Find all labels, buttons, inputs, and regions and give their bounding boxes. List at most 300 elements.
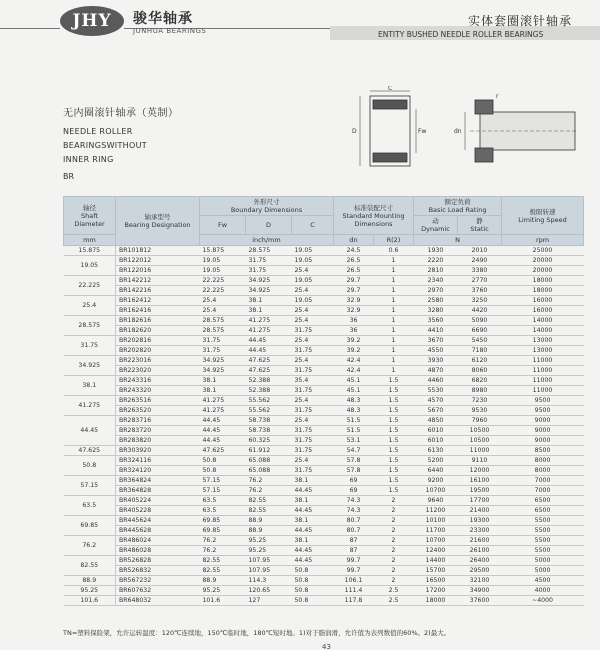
fw-cell: 69.85 [200,526,246,536]
fw-cell: 95.25 [200,586,246,596]
dn-cell: 87 [334,536,374,546]
c-cell: 38.1 [292,536,334,546]
c-cell: 44.45 [292,506,334,516]
c-cell: 25.4 [292,306,334,316]
dynamic-load-cell: 3280 [414,306,458,316]
d-cell: 58.738 [246,426,292,436]
table-row [64,536,584,546]
table-row [64,246,584,256]
c-cell: 25.4 [292,336,334,346]
dynamic-load-cell: 6010 [414,426,458,436]
r-cell: 2 [374,546,414,556]
dn-cell: 48.3 [334,406,374,416]
dynamic-header-cn: 动 [432,217,439,225]
fw-cell: 76.2 [200,546,246,556]
designation-cell: BR223020 [116,366,200,376]
static-load-cell: 3250 [458,296,502,306]
fw-cell: 47.625 [200,446,246,456]
table-row [64,386,584,396]
static-load-cell: 10500 [458,426,502,436]
designation-cell: BR405224 [116,496,200,506]
c-cell: 31.75 [292,406,334,416]
d-cell: 76.2 [246,486,292,496]
static-load-cell: 17700 [458,496,502,506]
limiting-speed-cell: 7000 [502,486,584,496]
product-title-line-1: NEEDLE ROLLER [63,127,133,136]
designation-cell: BR122012 [116,256,200,266]
shaft-diameter-cell: 50.8 [64,456,116,476]
fw-cell: 63.5 [200,506,246,516]
shaft-diameter-cell: 34.925 [64,356,116,376]
c-cell: 25.4 [292,356,334,366]
r-cell: 2 [374,516,414,526]
static-load-cell: 37600 [458,596,502,606]
r-cell: 1 [374,356,414,366]
col-dynamic-header [414,216,458,235]
d-cell: 76.2 [246,476,292,486]
shaft-diameter-cell: 47.625 [64,446,116,456]
c-cell: 19.05 [292,296,334,306]
upper-mount-section [475,100,493,114]
c-cell: 38.1 [292,516,334,526]
d-cell: 95.25 [246,546,292,556]
limiting-speed-cell: 7000 [502,476,584,486]
designation-cell: BR182620 [116,326,200,336]
table-row [64,416,584,426]
fw-cell: 44.45 [200,426,246,436]
lower-roller-section [373,153,407,162]
dynamic-load-cell: 4410 [414,326,458,336]
static-load-cell: 7180 [458,346,502,356]
bearing-technical-drawing [330,86,580,176]
static-load-cell: 5090 [458,316,502,326]
d-cell: 34.925 [246,286,292,296]
d-cell: 41.275 [246,316,292,326]
limiting-speed-cell: 14000 [502,316,584,326]
dn-cell: 29.7 [334,286,374,296]
d-cell: 31.75 [246,256,292,266]
dynamic-load-cell: 9200 [414,476,458,486]
table-row [64,596,584,606]
mounting-view [465,100,578,162]
dynamic-load-cell: 4570 [414,396,458,406]
r-cell: 1.5 [374,456,414,466]
limiting-speed-cell: 5500 [502,526,584,536]
fw-cell: 34.925 [200,356,246,366]
fw-cell: 101.6 [200,596,246,606]
c-cell: 31.75 [292,446,334,456]
dn-cell: 111.4 [334,586,374,596]
designation-cell: BR526832 [116,566,200,576]
limiting-speed-cell: 16000 [502,306,584,316]
static-load-cell: 16100 [458,476,502,486]
d-cell: 31.75 [246,266,292,276]
dynamic-load-cell: 12400 [414,546,458,556]
dn-cell: 74.3 [334,496,374,506]
designation-cell: BR122016 [116,266,200,276]
dynamic-load-cell: 15700 [414,566,458,576]
limiting-speed-cell: 13000 [502,346,584,356]
bearing-spec-table [63,196,584,606]
r-cell: 1 [374,286,414,296]
designation-cell: BR445624 [116,516,200,526]
limiting-speed-cell: 11000 [502,386,584,396]
c-cell: 38.1 [292,496,334,506]
upper-roller-section [373,100,407,109]
designation-cell: BR486024 [116,536,200,546]
dynamic-header-en: Dynamic [421,225,450,233]
limiting-speed-cell: 9500 [502,406,584,416]
limiting-speed-cell: 6500 [502,496,584,506]
limiting-speed-cell: 11000 [502,366,584,376]
table-row [64,406,584,416]
fw-cell: 28.575 [200,316,246,326]
dn-cell: 39.2 [334,336,374,346]
spec-table-body [64,246,584,606]
c-cell: 31.75 [292,386,334,396]
designation-cell: BR243316 [116,376,200,386]
c-cell: 31.75 [292,346,334,356]
static-load-cell: 5450 [458,336,502,346]
dynamic-load-cell: 17200 [414,586,458,596]
d-cell: 52.388 [246,386,292,396]
r-cell: 1 [374,296,414,306]
dn-cell: 117.8 [334,596,374,606]
d-cell: 61.912 [246,446,292,456]
designation-cell: BR405228 [116,506,200,516]
designation-cell: BR243320 [116,386,200,396]
dynamic-load-cell: 4850 [414,416,458,426]
limiting-speed-cell: 20000 [502,266,584,276]
dynamic-load-cell: 16500 [414,576,458,586]
r-cell: 1 [374,306,414,316]
table-row [64,586,584,596]
col-fw-header: Fw [200,216,246,235]
table-row [64,326,584,336]
load-header-cn: 额定负荷 [444,198,471,206]
fw-cell: 31.75 [200,336,246,346]
dynamic-load-cell: 3560 [414,316,458,326]
d-cell: 34.925 [246,276,292,286]
limiting-speed-cell: 8000 [502,466,584,476]
static-load-cell: 3380 [458,266,502,276]
d-cell: 114.3 [246,576,292,586]
static-load-cell: 4420 [458,306,502,316]
dn-cell: 51.5 [334,426,374,436]
speed-header-en: Limiting Speed [518,215,567,224]
c-cell: 25.4 [292,286,334,296]
d-cell: 60.325 [246,436,292,446]
dn-cell: 32.9 [334,306,374,316]
d-cell: 55.562 [246,406,292,416]
table-row [64,256,584,266]
r-cell: 1 [374,366,414,376]
dn-cell: 42.4 [334,366,374,376]
designation-cell: BR283716 [116,416,200,426]
c-cell: 50.8 [292,566,334,576]
designation-cell: BR445628 [116,526,200,536]
limiting-speed-cell: 9500 [502,396,584,406]
fw-cell: 44.45 [200,436,246,446]
dn-cell: 26.5 [334,256,374,266]
fw-cell: 88.9 [200,576,246,586]
d-cell: 107.95 [246,556,292,566]
d-cell: 47.625 [246,366,292,376]
shaft-diameter-cell: 69.85 [64,516,116,536]
c-cell: 19.05 [292,276,334,286]
r-cell: 1.5 [374,406,414,416]
shaft-diameter-cell: 88.9 [64,576,116,586]
d-cell: 55.562 [246,396,292,406]
designation-cell: BR283720 [116,426,200,436]
dn-cell: 48.3 [334,396,374,406]
static-load-cell: 34900 [458,586,502,596]
r-cell: 1.5 [374,486,414,496]
d-cell: 65.088 [246,466,292,476]
table-row [64,456,584,466]
d-cell: 44.45 [246,336,292,346]
designation-cell: BR162416 [116,306,200,316]
load-header-en: Basic Load Rating [428,206,487,214]
brand-name-cn: 骏华轴承 [133,11,193,27]
section-title-en: ENTITY BUSHED NEEDLE ROLLER BEARINGS [378,30,544,39]
limiting-speed-cell: 11000 [502,356,584,366]
c-cell: 35.4 [292,376,334,386]
designation-cell: BR324116 [116,456,200,466]
table-row [64,486,584,496]
c-cell: 31.75 [292,366,334,376]
static-load-cell: 8980 [458,386,502,396]
dynamic-load-cell: 18000 [414,596,458,606]
dynamic-load-cell: 5530 [414,386,458,396]
dynamic-load-cell: 5200 [414,456,458,466]
lower-mount-section [475,148,493,162]
table-row [64,466,584,476]
dn-cell: 29.7 [334,276,374,286]
r-cell: 1 [374,256,414,266]
static-load-cell: 2770 [458,276,502,286]
table-row [64,366,584,376]
dn-cell: 54.7 [334,446,374,456]
limiting-speed-cell: 18000 [502,276,584,286]
fw-cell: 57.15 [200,486,246,496]
d-cell: 95.25 [246,536,292,546]
mounting-header-en-1: Standard Mounting [342,211,405,220]
r-cell: 2 [374,566,414,576]
fw-cell: 63.5 [200,496,246,506]
fw-cell: 57.15 [200,476,246,486]
table-row [64,436,584,446]
header-rule-left [0,28,60,29]
mounting-header-cn: 标准装配尺寸 [354,203,393,212]
series-code: BR [63,172,75,181]
c-cell: 44.45 [292,556,334,566]
table-footnote: TN=塑料保险架，允许运转温度：120℃连续地，150℃临时地，180℃短时地。1)对于脂润滑，允许值为表列数值的60%。2)最大。 [63,629,451,637]
designation-cell: BR324120 [116,466,200,476]
fw-cell: 41.275 [200,396,246,406]
limiting-speed-cell: 9000 [502,426,584,436]
limiting-speed-cell: 4500 [502,576,584,586]
shaft-diameter-cell: 31.75 [64,336,116,356]
r-cell: 2 [374,506,414,516]
r-cell: 2 [374,526,414,536]
limiting-speed-cell: 6500 [502,506,584,516]
c-cell: 25.4 [292,396,334,406]
dn-cell: 99.7 [334,566,374,576]
r-cell: 1.5 [374,426,414,436]
brand-name-en: JUNHUA BEARINGS [133,27,207,35]
speed-unit: rpm [502,235,584,246]
r-cell: 2 [374,496,414,506]
r-cell: 1.5 [374,386,414,396]
table-row [64,526,584,536]
designation-cell: BR567232 [116,576,200,586]
limiting-speed-cell: 4000 [502,586,584,596]
dynamic-load-cell: 11200 [414,506,458,516]
designation-cell: BR223016 [116,356,200,366]
d-cell: 38.1 [246,306,292,316]
r-cell: 1 [374,316,414,326]
r-cell: 1 [374,276,414,286]
static-load-cell: 26400 [458,556,502,566]
table-row [64,266,584,276]
product-title-line-2: BEARINGSWITHOUT [63,141,147,150]
fw-cell: 82.55 [200,556,246,566]
shaft-diameter-cell: 63.5 [64,496,116,516]
table-row [64,286,584,296]
table-row [64,516,584,526]
table-row [64,556,584,566]
fw-cell: 19.05 [200,256,246,266]
designation-cell: BR263520 [116,406,200,416]
table-row [64,546,584,556]
limiting-speed-cell: 5500 [502,516,584,526]
dn-cell: 74.3 [334,506,374,516]
designation-cell: BR648032 [116,596,200,606]
dynamic-load-cell: 4460 [414,376,458,386]
boundary-header-en: Boundary Dimensions [230,206,303,214]
c-cell: 25.4 [292,266,334,276]
limiting-speed-cell: 25000 [502,246,584,256]
page-header [0,0,600,44]
limiting-speed-cell: 11000 [502,376,584,386]
table-row [64,476,584,486]
d-cell: 65.088 [246,456,292,466]
table-row [64,316,584,326]
shaft-diameter-cell: 95.25 [64,586,116,596]
dynamic-load-cell: 5670 [414,406,458,416]
d-cell: 52.388 [246,376,292,386]
dn-cell: 69 [334,476,374,486]
d-cell: 38.1 [246,296,292,306]
limiting-speed-cell: 5500 [502,546,584,556]
col-load-header [414,197,502,216]
dynamic-load-cell: 2220 [414,256,458,266]
fw-cell: 15.875 [200,246,246,256]
r-cell: 1 [374,336,414,346]
r-cell: 2 [374,576,414,586]
dynamic-load-cell: 10700 [414,486,458,496]
static-load-cell: 9530 [458,406,502,416]
shaft-diameter-cell: 82.55 [64,556,116,576]
c-cell: 31.75 [292,326,334,336]
c-cell: 25.4 [292,316,334,326]
static-load-cell: 6120 [458,356,502,366]
fw-cell: 50.8 [200,456,246,466]
static-load-cell: 12000 [458,466,502,476]
dynamic-load-cell: 2970 [414,286,458,296]
shaft-diameter-cell: 19.05 [64,256,116,276]
shaft-diameter-cell: 22.225 [64,276,116,296]
r-cell: 1 [374,266,414,276]
label-dn: dn [454,128,462,135]
static-load-cell: 23300 [458,526,502,536]
designation-cell: BR364824 [116,476,200,486]
limiting-speed-cell: 8500 [502,446,584,456]
c-cell: 44.45 [292,486,334,496]
shaft-diameter-cell: 25.4 [64,296,116,316]
static-load-cell: 19300 [458,516,502,526]
limiting-speed-cell: 13000 [502,336,584,346]
c-cell: 50.8 [292,576,334,586]
static-header-en: Static [470,225,489,233]
designation-cell: BR142212 [116,276,200,286]
designation-cell: BR283820 [116,436,200,446]
d-cell: 88.9 [246,516,292,526]
static-header-cn: 静 [476,217,483,225]
shaft-header-en-2: Diameter [74,219,105,228]
static-load-cell: 7960 [458,416,502,426]
dn-cell: 39.2 [334,346,374,356]
product-title-cn: 无内圈滚针轴承（英制） [63,108,179,119]
static-load-cell: 29500 [458,566,502,576]
r-cell: 1.5 [374,476,414,486]
fw-cell: 38.1 [200,386,246,396]
limiting-speed-cell: ~4000 [502,596,584,606]
dn-cell: 26.5 [334,266,374,276]
shaft-diameter-cell: 38.1 [64,376,116,396]
dn-cell: 99.7 [334,556,374,566]
table-row [64,306,584,316]
table-row [64,446,584,456]
dn-cell: 80.7 [334,516,374,526]
shaft-header-en-1: Shaft [81,211,98,220]
col-mounting-header [334,197,414,235]
d-cell: 44.45 [246,346,292,356]
limiting-speed-cell: 14000 [502,326,584,336]
static-load-cell: 2010 [458,246,502,256]
dn-cell: 36 [334,316,374,326]
designation-cell: BR263516 [116,396,200,406]
label-fw: Fw [418,128,427,135]
shaft-diameter-cell: 101.6 [64,596,116,606]
dynamic-load-cell: 4870 [414,366,458,376]
fw-cell: 38.1 [200,376,246,386]
r-cell: 0.6 [374,246,414,256]
dn-cell: 42.4 [334,356,374,366]
dn-cell: 45.1 [334,376,374,386]
col-d-header: D [246,216,292,235]
c-cell: 31.75 [292,426,334,436]
dynamic-load-cell: 3930 [414,356,458,366]
product-intro [63,104,179,167]
static-load-cell: 21400 [458,506,502,516]
designation-cell: BR162412 [116,296,200,306]
table-row [64,336,584,346]
r-cell: 1 [374,326,414,336]
cross-section-view [360,91,416,166]
dn-cell: 57.8 [334,456,374,466]
